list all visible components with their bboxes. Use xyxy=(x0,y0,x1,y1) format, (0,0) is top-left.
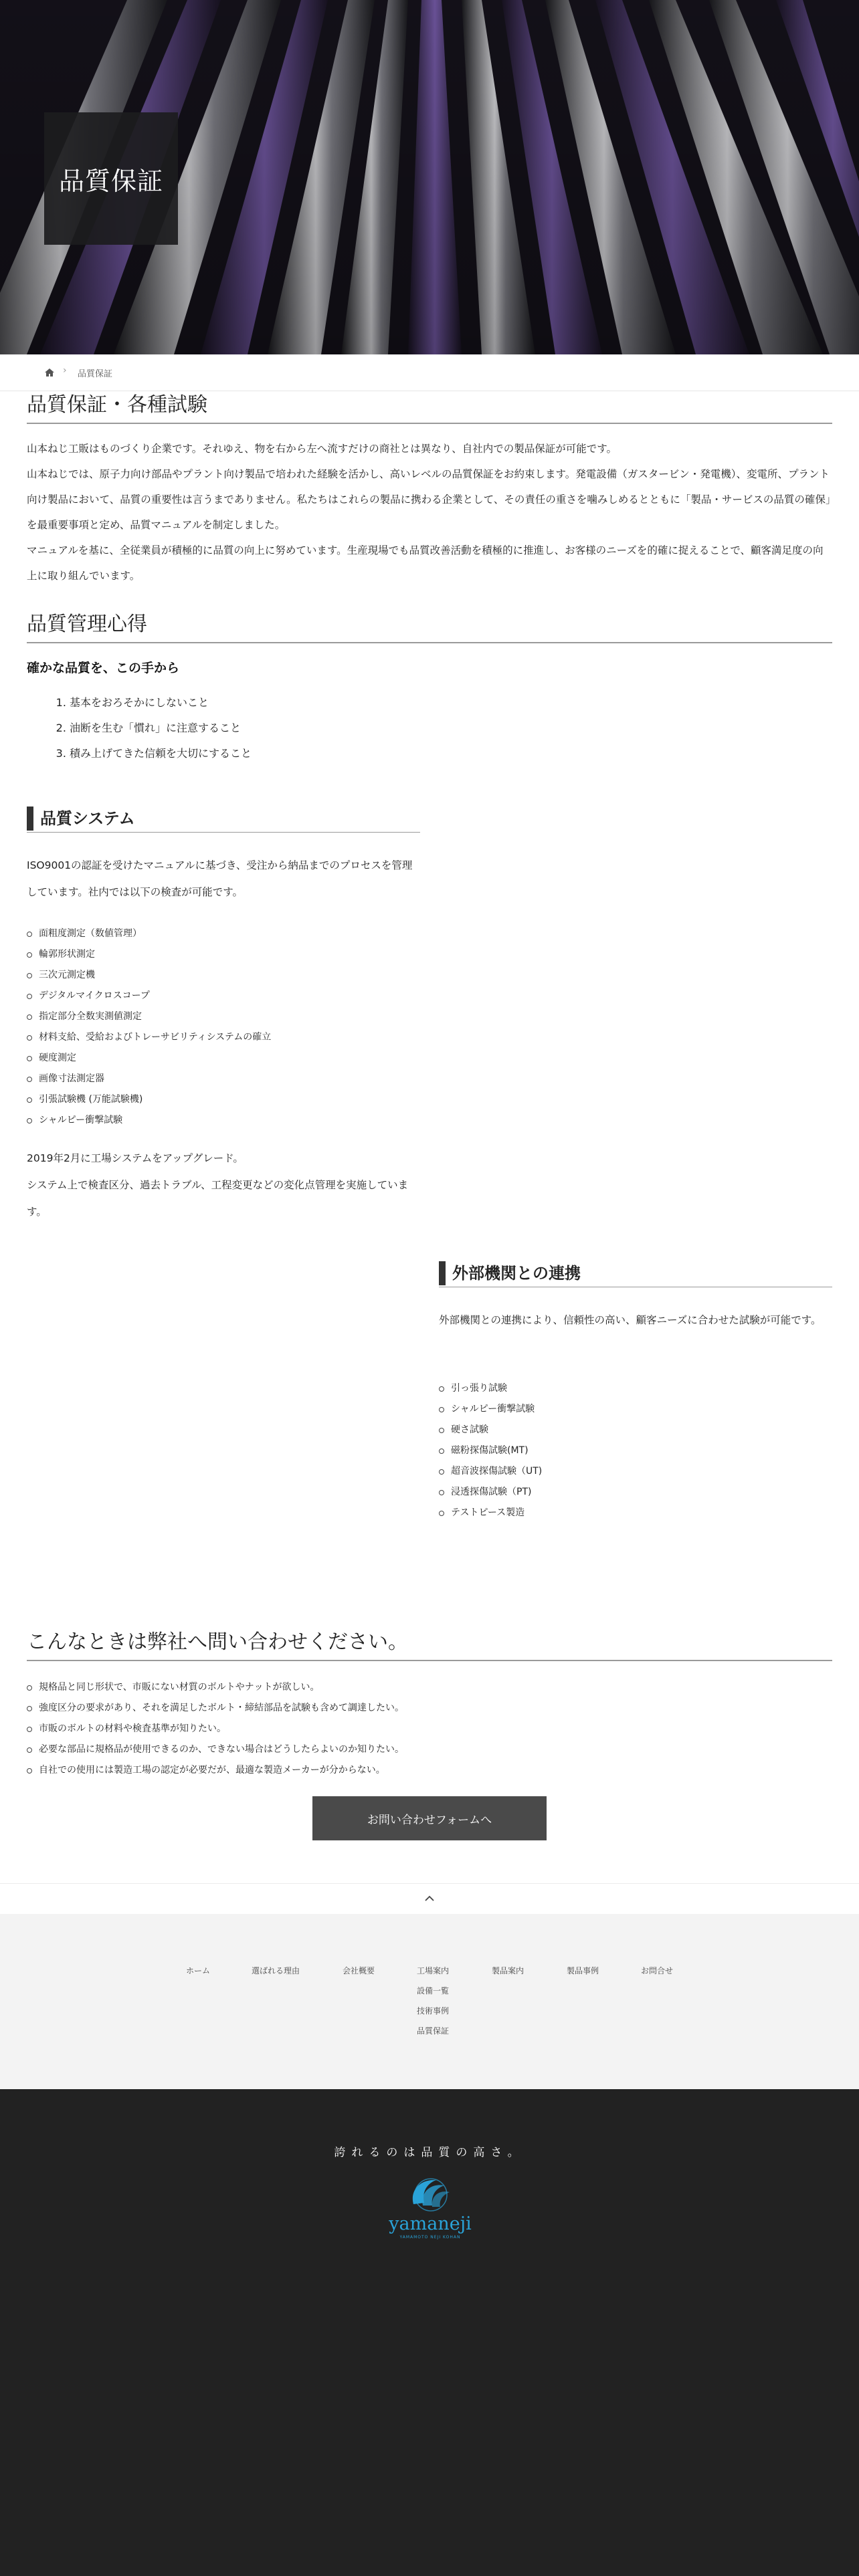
list-item: 必要な部品に規格品が使用できるのか、できない場合はどうしたらよいのか知りたい。 xyxy=(27,1739,832,1760)
list-item: 2. 油断を生む「慣れ」に注意すること xyxy=(70,716,252,741)
heading-text: 外部機関との連携 xyxy=(452,1264,581,1283)
footer-nav-company[interactable]: 会社概要 xyxy=(343,1966,375,1975)
section-heading-quality-assurance: 品質保証・各種試験 xyxy=(27,392,832,424)
heading-accent-bar xyxy=(439,1261,446,1285)
list-item: デジタルマイクロスコープ xyxy=(27,986,420,1006)
footer-nav-contact[interactable]: お問合せ xyxy=(641,1966,674,1975)
home-icon[interactable] xyxy=(44,367,55,378)
external-test-list xyxy=(439,1378,832,1523)
section1-paragraph: 山本ねじでは、原子力向け部品やプラント向け製品で培われた経験を活かし、高いレベルの品質保証をお約束します。発電設備（ガスタービン・発電機）、変電所、プラント向け製品において、品質の重要性は言うまでありません。私たちはこれらの製品に携わる企業として、その責任の重さを噛みしめるとともに「製品・サービスの品質の確保」を最重要事項と定め、品質マニュアルを制定しました。 xyxy=(27,468,831,531)
note-line: 2019年2月に工場システムをアップグレード。 xyxy=(27,1152,244,1164)
list-item: 市販のボルトの材料や検査基準が知りたい。 xyxy=(27,1719,832,1739)
footer xyxy=(0,2089,859,2576)
list-item: 浸透探傷試験（PT) xyxy=(439,1482,832,1503)
list-item: 硬度測定 xyxy=(27,1048,420,1069)
section-heading-quality-system xyxy=(27,807,420,833)
external-intro: 外部機関との連携により、信頼性の高い、顧客ニーズに合わせた試験が可能です。 xyxy=(439,1314,822,1326)
breadcrumb-separator: › xyxy=(63,365,67,376)
back-to-top-bar[interactable] xyxy=(0,1883,859,1915)
heading-text: 品質システム xyxy=(40,809,135,828)
heading-accent-bar xyxy=(27,807,33,831)
chevron-up-icon[interactable] xyxy=(423,1895,436,1903)
contact-form-button[interactable]: お問い合わせフォームへ xyxy=(312,1796,547,1840)
list-item: 引っ張り試験 xyxy=(439,1378,832,1399)
quality-system-note xyxy=(27,1145,420,1225)
section1-paragraph: マニュアルを基に、全従業員が積極的に品質の向上に努めています。生産現場でも品質改善活動を積極的に推進し、お客様のニーズを的確に捉えることで、顧客満足度の向上に取り組んでいます。 xyxy=(27,544,824,582)
list-item: 磁粉探傷試験(MT) xyxy=(439,1440,832,1461)
policy-list xyxy=(27,690,252,766)
footer-nav-products[interactable]: 製品案内 xyxy=(492,1966,524,1975)
list-item: 画像寸法測定器 xyxy=(27,1069,420,1089)
list-item: 硬さ試験 xyxy=(439,1420,832,1440)
list-item: 超音波探傷試験（UT) xyxy=(439,1461,832,1482)
footer-nav-home[interactable]: ホーム xyxy=(186,1966,211,1975)
quality-system-intro: ISO9001の認証を受けたマニュアルに基づき、受注から納品までのプロセスを管理しています。社内では以下の検査が可能です。 xyxy=(27,859,413,898)
page-title: 品質保証 xyxy=(58,166,163,196)
list-item: 三次元測定機 xyxy=(27,965,420,986)
footer-nav-reasons[interactable]: 選ばれる理由 xyxy=(252,1966,300,1975)
list-item: 面粗度測定（数値管理） xyxy=(27,924,420,944)
section-heading-contact: こんなときは弊社へ問い合わせください。 xyxy=(27,1629,832,1661)
list-item: 規格品と同じ形状で、市販にない材質のボルトやナットが欲しい。 xyxy=(27,1677,832,1698)
list-item: 引張試験機 (万能試験機) xyxy=(27,1089,420,1110)
note-line: システム上で検査区分、過去トラブル、工程変更などの変化点管理を実施しています。 xyxy=(27,1179,409,1218)
list-item: 自社での使用には製造工場の認定が必要だが、最適な製造メーカーが分からない。 xyxy=(27,1760,832,1781)
footer-nav-factory[interactable]: 工場案内 xyxy=(417,1966,450,1975)
list-item: 強度区分の要求があり、それを満足したボルト・締結部品を試験も含めて調達したい。 xyxy=(27,1698,832,1719)
footer-nav-sub-equipment[interactable]: 設備一覧 xyxy=(417,1986,450,1996)
list-item: テストピース製造 xyxy=(439,1503,832,1523)
contact-reason-list xyxy=(27,1677,832,1781)
list-item: シャルピー衝撃試験 xyxy=(27,1110,420,1131)
footer-tagline: 誇れるのは品質の高さ。 xyxy=(334,2146,525,2159)
section1-body xyxy=(27,436,832,588)
section-heading-quality-policy: 品質管理心得 xyxy=(27,611,832,643)
inspection-list xyxy=(27,924,420,1131)
footer-nav-sub-technical[interactable]: 技術事例 xyxy=(417,2006,450,2016)
logo-mark-icon xyxy=(387,2169,474,2216)
section1-paragraph: 山本ねじ工販はものづくり企業です。それゆえ、物を右から左へ流すだけの商社とは異なり、自社内での製品保証が可能です。 xyxy=(27,443,617,455)
list-item: 材料支給、受給およびトレーサビリティシステムの確立 xyxy=(27,1027,420,1048)
company-logo[interactable] xyxy=(387,2169,474,2240)
hero-title-box xyxy=(44,112,178,245)
breadcrumb-current: 品質保証 xyxy=(78,369,113,379)
list-item: 1. 基本をおろそかにしないこと xyxy=(70,690,252,716)
footer-navigation xyxy=(0,1914,859,2089)
footer-nav-cases[interactable]: 製品事例 xyxy=(567,1966,599,1975)
list-item: シャルピー衝撃試験 xyxy=(439,1399,832,1420)
logo-subtext: YAMAMOTO NEJI KOHAN xyxy=(399,2235,461,2240)
section-heading-external xyxy=(439,1261,832,1287)
logo-wordmark: yamaneji xyxy=(389,2214,472,2234)
hero-banner xyxy=(0,0,859,354)
breadcrumb xyxy=(0,354,859,391)
footer-nav-sub-quality[interactable]: 品質保証 xyxy=(417,2026,450,2036)
list-item: 指定部分全数実測値測定 xyxy=(27,1006,420,1027)
list-item: 3. 積み上げてきた信頼を大切にすること xyxy=(70,741,252,766)
section2-subheading: 確かな品質を、この手から xyxy=(27,661,180,675)
list-item: 輪郭形状測定 xyxy=(27,944,420,965)
